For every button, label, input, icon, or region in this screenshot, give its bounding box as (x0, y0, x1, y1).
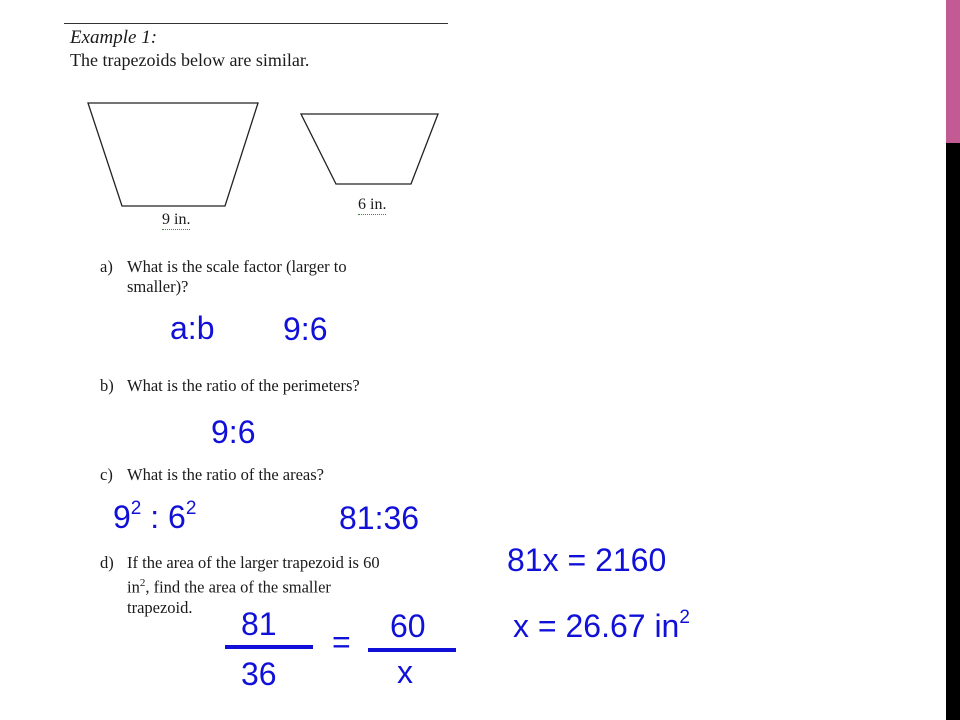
question-d-rest: , find the area of the smaller (145, 577, 331, 597)
small-trapezoid-label: 6 in. (358, 196, 387, 213)
small-trapezoid (301, 114, 438, 184)
d-eq2-sup: 2 (679, 607, 690, 628)
question-b-letter: b) (100, 376, 114, 395)
d-eq2-main: x = 26.67 in (513, 608, 680, 644)
frac2-denominator: x (397, 654, 413, 690)
question-d-line1: If the area of the larger trapezoid is 60 (127, 553, 380, 572)
question-c-letter: c) (100, 465, 113, 484)
question-b (0, 376, 460, 398)
question-d-letter: d) (100, 553, 114, 572)
example-title: Example 1: (70, 27, 158, 48)
question-a-text: What is the scale factor (larger to smaller)? (127, 257, 347, 296)
large-trapezoid-label: 9 in. (162, 211, 191, 228)
frac1-denominator: 36 (241, 656, 277, 692)
c-exp1: 2 (130, 498, 142, 519)
c-base2: 6 (168, 499, 186, 535)
question-d-sup: 2 (139, 577, 146, 589)
handwritten-a-label: a:b (170, 310, 215, 346)
handwritten-d-eq1: 81x = 2160 (507, 542, 667, 578)
frac2-numerator: 60 (390, 608, 426, 644)
frac1-bar (225, 645, 313, 649)
question-d (0, 553, 460, 615)
question-d-text (127, 553, 427, 618)
handwritten-c-answer: 81:36 (339, 500, 420, 536)
large-trapezoid (88, 103, 258, 206)
side-accent-bar (946, 0, 960, 143)
question-b-text: What is the ratio of the perimeters? (127, 376, 360, 395)
frac1-numerator: 81 (241, 606, 277, 642)
c-sep: : (141, 499, 169, 535)
question-c-text: What is the ratio of the areas? (127, 465, 324, 484)
handwritten-a-answer: 9:6 (283, 311, 328, 347)
question-d-line3: trapezoid. (127, 597, 193, 617)
handwritten-c-squares (113, 498, 197, 535)
trapezoid-figures (80, 95, 460, 215)
top-rule (64, 23, 448, 24)
c-base1: 9 (113, 499, 131, 535)
frac2-bar (368, 648, 456, 652)
question-d-line2 (127, 573, 427, 598)
question-a-letter: a) (100, 257, 113, 276)
question-c (0, 465, 460, 487)
question-a (0, 257, 460, 301)
equals-sign: = (332, 624, 351, 660)
c-exp2: 2 (185, 498, 197, 519)
handwritten-b-answer: 9:6 (211, 414, 256, 450)
question-d-in: in (127, 577, 140, 597)
handwritten-d-eq2 (513, 607, 690, 644)
example-subtitle: The trapezoids below are similar. (70, 50, 310, 70)
